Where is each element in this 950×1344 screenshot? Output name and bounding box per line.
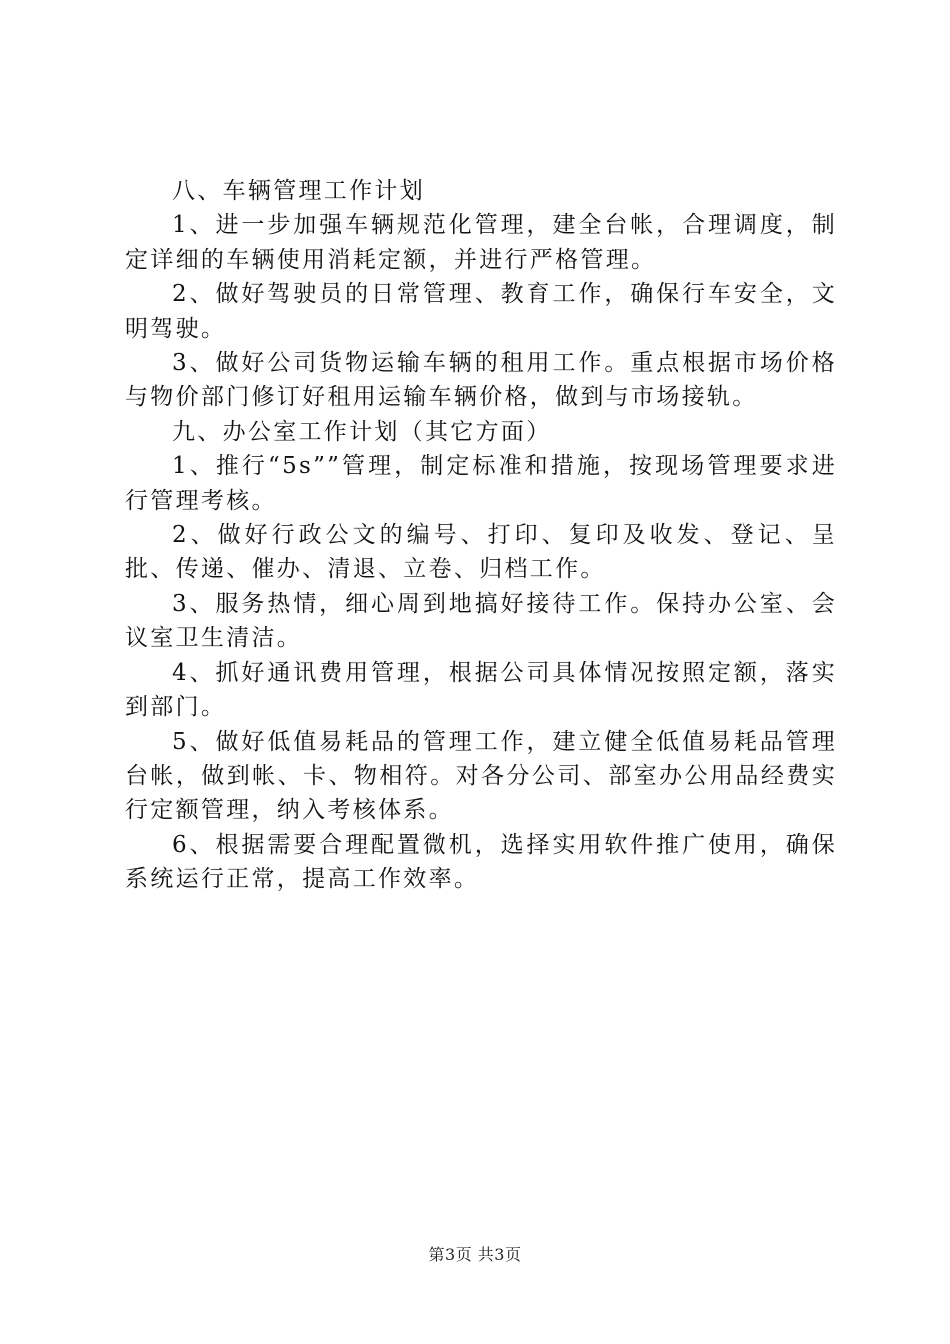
section-heading-office-plan: 九、办公室工作计划（其它方面） bbox=[172, 418, 552, 445]
section-heading-vehicle-plan: 八、车辆管理工作计划 bbox=[172, 178, 425, 204]
paragraph-office-item-5: 5、做好低值易耗品的管理工作，建立健全低值易耗品管理台帐，做到帐、卡、物相符。对各分公司、部室办公用品经费实行定额管理，纳入考核体系。 bbox=[125, 728, 837, 824]
paragraph-vehicle-item-1: 1、进一步加强车辆规范化管理，建全台帐，合理调度，制定详细的车辆使用消耗定额，并进行严格管理。 bbox=[125, 212, 837, 273]
page-number-footer: 第3页 共3页 bbox=[428, 1245, 522, 1264]
paragraph-vehicle-item-3: 3、做好公司货物运输车辆的租用工作。重点根据市场价格与物价部门修订好租用运输车辆价格，做到与市场接轨。 bbox=[125, 350, 837, 411]
paragraph-office-item-2: 2、做好行政公文的编号、打印、复印及收发、登记、呈批、传递、催办、清退、立卷、归档工作。 bbox=[125, 522, 837, 583]
paragraph-office-item-1: 1、推行“5s””管理，制定标准和措施，按现场管理要求进行管理考核。 bbox=[125, 453, 837, 514]
document-body bbox=[125, 174, 837, 897]
paragraph-vehicle-item-2: 2、做好驾驶员的日常管理、教育工作，确保行车安全，文明驾驶。 bbox=[125, 281, 837, 342]
paragraph-office-item-6: 6、根据需要合理配置微机，选择实用软件推广使用，确保系统运行正常，提高工作效率。 bbox=[125, 831, 837, 893]
paragraph-office-item-3: 3、服务热情，细心周到地搞好接待工作。保持办公室、会议室卫生清洁。 bbox=[125, 590, 837, 652]
paragraph-office-item-4: 4、抓好通讯费用管理，根据公司具体情况按照定额，落实到部门。 bbox=[125, 659, 837, 721]
